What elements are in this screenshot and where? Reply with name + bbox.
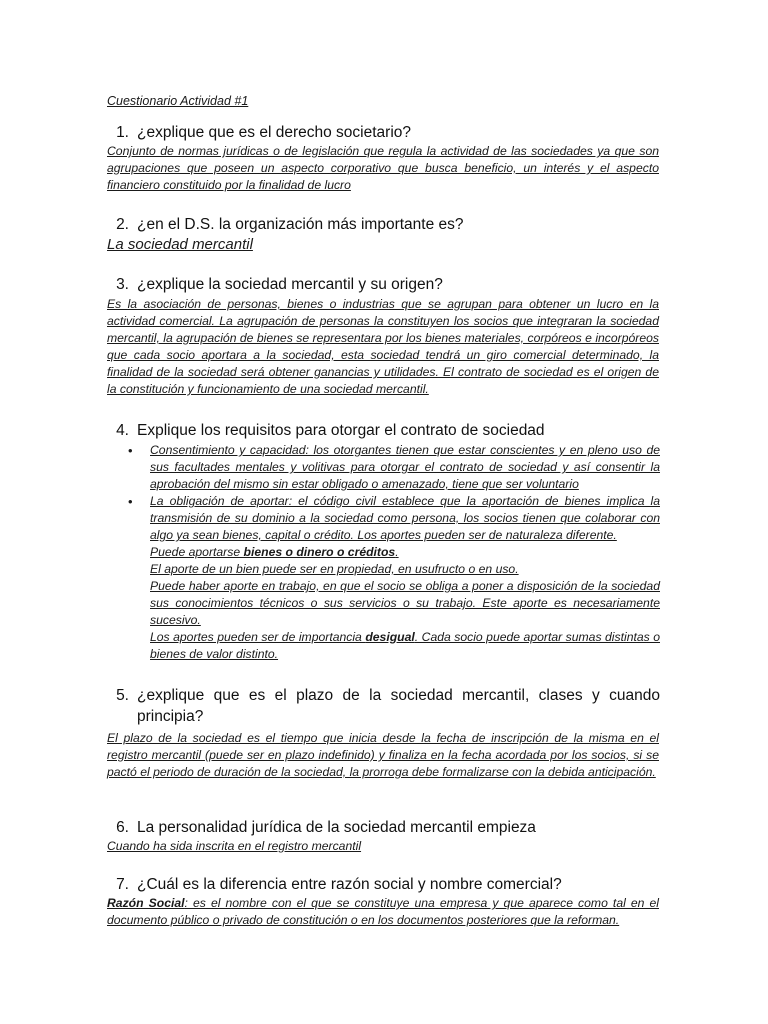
text-segment: . Cada socio puede aportar sumas distintas o bienes de valor distinto. [150, 630, 660, 661]
bullet-icon: • [128, 443, 133, 458]
question-6 [107, 817, 660, 838]
question-number: 5. [116, 687, 129, 704]
bullet-paragraph [150, 544, 660, 561]
requirements-list [128, 442, 660, 663]
answer-2: La sociedad mercantil [107, 236, 253, 253]
question-1 [107, 122, 660, 143]
question-text: Explique los requisitos para otorgar el contrato de sociedad [137, 422, 545, 439]
question-4 [107, 420, 660, 441]
text-segment: : es el nombre con el que se constituye una empresa y que aparece como tal en el documento público o privado de constitución o en los documentos posteriores que la reforman. [107, 896, 659, 927]
bold-text: bienes o dinero o créditos [243, 545, 396, 559]
question-5 [107, 685, 660, 727]
question-number: 3. [116, 276, 129, 293]
question-text: ¿explique que es el derecho societario? [137, 124, 412, 141]
question-number: 7. [116, 876, 129, 893]
answer-3: Es la asociación de personas, bienes o industrias que se agrupan para obtener un lucro en la actividad comercial. La agrupación de personas la constituyen los socios que integraran la sociedad mercantil, la agrupación de bienes se representara por los bienes materiales, corpóreos e incorpóreos que cada socio aportara a la sociedad, esta sociedad tendrá un giro comercial determinado, la finalidad de la sociedad será obtener ganancias y utilidades. El contrato de sociedad es el origen de la constitución y funcionamiento de una sociedad mercantil. [107, 297, 659, 396]
bullet-icon: • [128, 494, 133, 509]
question-text: ¿Cuál es la diferencia entre razón social y nombre comercial? [137, 876, 562, 893]
list-item [128, 442, 660, 493]
question-number: 6. [116, 819, 129, 836]
question-3 [107, 274, 660, 295]
question-text: ¿explique la sociedad mercantil y su origen? [137, 276, 443, 293]
question-2 [107, 214, 660, 235]
question-number: 4. [116, 422, 129, 439]
answer-6: Cuando ha sida inscrita en el registro mercantil [107, 839, 362, 853]
question-text: ¿explique que es el plazo de la sociedad mercantil, clases y cuando principia? [137, 687, 660, 725]
bullet-paragraph [150, 629, 660, 663]
question-number: 1. [116, 124, 129, 141]
bullet-paragraph: El aporte de un bien puede ser en propiedad, en usufructo o en uso. [150, 562, 519, 576]
answer-7 [107, 895, 659, 929]
answer-1: Conjunto de normas jurídicas o de legislación que regula la actividad de las sociedades ya que son agrupaciones que poseen un aspecto corporativo que busca beneficio, un interés y el aspecto financiero constituido por la finalidad de lucro [107, 144, 659, 192]
document-title: Cuestionario Actividad #1 [107, 94, 249, 108]
text-segment: . [395, 545, 399, 559]
bold-text: desigual [365, 630, 415, 644]
text-segment: Los aportes pueden ser de importancia [150, 630, 366, 644]
bullet-text: Consentimiento y capacidad: los otorgantes tienen que estar conscientes y en pleno uso de sus facultades mentales y volitivas para otorgar el contrato de sociedad y así consentir la aprobación del mismo sin estar obligado o amenazado, tiene que ser voluntario [150, 443, 660, 491]
list-item [128, 493, 660, 663]
question-text: ¿en el D.S. la organización más importante es? [137, 216, 464, 233]
question-text: La personalidad jurídica de la sociedad mercantil empieza [137, 819, 536, 836]
question-7 [107, 874, 660, 895]
bold-text: Razón Social [107, 896, 185, 910]
bullet-text: La obligación de aportar: el código civil establece que la aportación de bienes implica la transmisión de su dominio a la sociedad como persona, los socios tienen que colaborar con algo ya sean bienes, capital o crédito. Los aportes pueden ser de naturaleza diferente. [150, 494, 660, 542]
text-segment: Puede aportarse [150, 545, 244, 559]
question-number: 2. [116, 216, 129, 233]
bullet-paragraph: Puede haber aporte en trabajo, en que el socio se obliga a poner a disposición de la sociedad sus conocimientos técnicos o sus servicios o su trabajo. Este aporte es necesariamente sucesivo. [150, 579, 660, 627]
answer-5: El plazo de la sociedad es el tiempo que inicia desde la fecha de inscripción de la misma en el registro mercantil (puede ser en plazo indefinido) y finaliza en la fecha acordada por los socios, si se pactó el periodo de duración de la sociedad, la prorroga debe formalizarse con la debida anticipación. [107, 731, 659, 779]
